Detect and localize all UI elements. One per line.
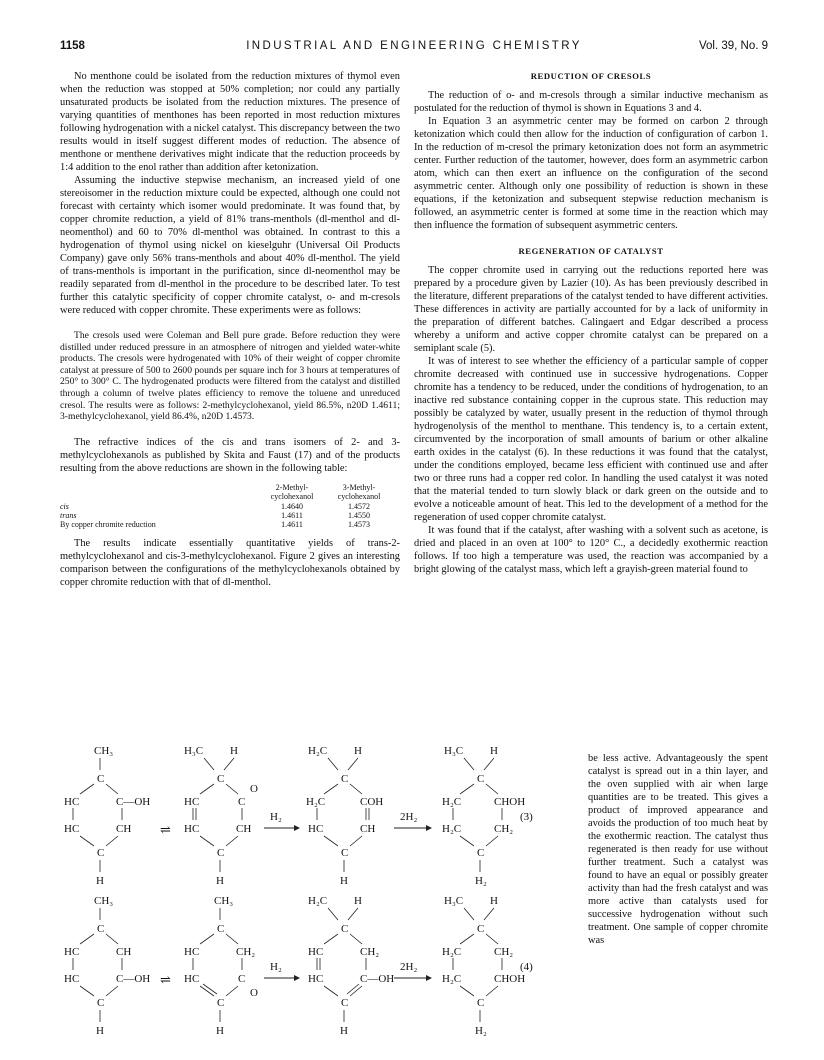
table-cell: 1.4550: [348, 510, 370, 520]
atom-label: C: [217, 997, 225, 1009]
atom-label: C: [97, 773, 105, 785]
atom-label: C: [238, 973, 246, 985]
structure-intermediate: [308, 895, 394, 1037]
reaction-arrow: [264, 961, 300, 981]
atom-label: H₃C: [184, 745, 204, 757]
atom-label: HC: [184, 823, 200, 835]
refractive-index-table: [60, 483, 392, 530]
atom-label: H: [354, 745, 362, 757]
atom-label: CH: [236, 823, 252, 835]
atom-label: HC: [64, 823, 80, 835]
atom-label: H₂: [475, 1025, 487, 1037]
table-cell: 1.4573: [348, 520, 370, 530]
paragraph: It was found that if the catalyst, after washing with a solvent such as acetone, is dried and placed in an oven at 100° to 120° C., a decidedly exothermic reaction follows. If too high a temperature was used, the reaction was accompanied by a bright glowing of the catalyst mass, which left a grayish-green material found to: [414, 525, 768, 575]
atom-label: CH: [116, 946, 132, 958]
atom-label: H₂C: [306, 796, 326, 808]
paragraph: Assuming the inductive stepwise mechanism, an increased yield of one stereoisomer in the reduction mixture could be expected, although one could not forecast with certainty which isomer would predominate. It was found that, by copper chromite reduction, a yield of 81% trans-menthols (dl-menthol and dl-neomenthol) and 60 to 70% dl-menthol was obtained. In contrast to this a hydrogenation of thymol using nickel on kieselguhr (Universal Oil Products Company) gave only 56% trans-menthols and about 40% dl-menthol. The yield of trans-menthols is important in the purification, since dl-neomenthol may be readily separated from dl-menthol in the procedure to be described later. To test further this catalytic specificity of copper chromite catalyst, o- and m-cresols were reduced with copper chromite. These experiments were as follows:: [60, 175, 400, 316]
equation-number: (3): [520, 811, 533, 823]
atom-label: CH₂: [494, 823, 514, 835]
journal-title: INDUSTRIAL AND ENGINEERING CHEMISTRY: [246, 40, 582, 52]
atom-label: H: [216, 875, 224, 887]
table-cell: 1.4572: [348, 501, 370, 511]
atom-label: C: [217, 923, 225, 935]
paragraph: The reduction of o- and m-cresols through a similar inductive mechanism as postulated for the reduction of thymol is shown in Equations 3 and 4.: [414, 90, 768, 114]
table-row: [60, 520, 392, 529]
atom-label: CH₂: [360, 946, 380, 958]
paragraph: be less active. Advantageously the spent catalyst is spread out in a thin layer, and the oven supplied with air when large quantities are to be treated. This gives a product of improved appearance and avoids the production of too much heat by the exothermic reaction. The catalyst thus regenerated is then ready for use without further treatment. Such a catalyst was found to have an equal or possibly greater activity than had the fresh catalyst and was more active than catalysts used for successive hydrogenation without such treatment. One sample of copper chromite was: [588, 753, 768, 946]
table-cell: 1.4611: [281, 520, 303, 530]
table-cell: By copper chromite reduction: [60, 520, 156, 530]
atom-label: C: [477, 847, 485, 859]
atom-label: H₂C: [442, 946, 462, 958]
table-header-cell: [60, 483, 258, 502]
atom-label: H₃C: [444, 745, 464, 757]
atom-label: H₂C: [308, 895, 328, 907]
atom-label: C: [477, 923, 485, 935]
atom-label: C—OH: [116, 796, 151, 808]
atom-label: C: [217, 773, 225, 785]
atom-label: O: [250, 987, 258, 999]
atom-label: H: [340, 875, 348, 887]
atom-label: H: [490, 895, 498, 907]
atom-label: C—OH: [116, 973, 151, 985]
equilibrium-sign: ⇌: [160, 972, 171, 987]
atom-label: H₂C: [442, 973, 462, 985]
atom-label: HC: [184, 946, 200, 958]
equation-number: (4): [520, 961, 533, 973]
atom-label: C: [97, 847, 105, 859]
structure-intermediate: [306, 745, 383, 887]
atom-label: HC: [64, 796, 80, 808]
atom-label: HC: [308, 973, 324, 985]
table-row: [60, 511, 392, 520]
atom-label: C: [217, 847, 225, 859]
atom-label: CH₂: [236, 946, 256, 958]
paragraph: In Equation 3 an asymmetric center may be formed on carbon 2 through ketonization which could then allow for the induction of configuration of carbon 1. In the reduction of m-cresol the primary ketonization does not form an asymmetric center. Further reduction of the tautomer, however, does form an asymmetric carbon atom, which can then exert an influence on the configuration of the second asymmetric center. Although only one possibility of reduction is shown in these equations, if the ketonization and subsequent stepwise reduction mechanism is followed, an asymmetric center is formed at some time in the reaction which may then influence the formation of subsequent asymmetric centers.: [414, 116, 768, 231]
atom-label: CH: [116, 823, 132, 835]
structure-keto-tautomer: [184, 895, 258, 1037]
atom-label: C: [97, 923, 105, 935]
atom-label: CH: [360, 823, 376, 835]
atom-label: HC: [64, 973, 80, 985]
atom-label: C: [97, 997, 105, 1009]
atom-label: H₂C: [442, 796, 462, 808]
atom-label: HC: [308, 946, 324, 958]
atom-label: H: [96, 875, 104, 887]
running-header: [60, 40, 768, 56]
atom-label: C—OH: [360, 973, 395, 985]
structure-product: [442, 895, 525, 1037]
volume-issue: Vol. 39, No. 9: [698, 40, 768, 52]
arrow-reagent: 2H₂: [400, 811, 418, 823]
atom-label: H: [216, 1025, 224, 1037]
atom-label: C: [477, 773, 485, 785]
structure-keto-tautomer: [184, 745, 258, 887]
equilibrium-sign: ⇌: [160, 822, 171, 837]
structure-product: [442, 745, 525, 887]
atom-label: C: [341, 847, 349, 859]
atom-label: HC: [184, 973, 200, 985]
atom-label: HC: [308, 823, 324, 835]
atom-label: CH₃: [94, 895, 114, 907]
reaction-equations-figure: [60, 740, 584, 1040]
paragraph: It was of interest to see whether the efficiency of a particular sample of copper chromite decreased with continued use in successive hydrogenations. Copper chromite has a tendency to be reduced, under the conditions of hydrogenation, to an inactive red substance containing copper in the cuprous state. This reduction may possibly be catalyzed by water, usually present in the reduction of thymol through hydrogenolysis of the menthol to menthane. This tendency is, to a certain extent, circumvented by the incorporation of small amounts of barium or other alkaline earth oxides in the catalyst (6). In these reductions it was found that the catalyst, under the conditions employed, became less efficient with continued use and after two or three runs had a copper red color. In handling the used catalyst it was noted that the material tended to turn slowly black or dark green on the outside and to evolve a noticeable amount of heat. This led to the development of a method for the regeneration of used copper chromite catalyst.: [414, 356, 768, 523]
atom-label: C: [341, 997, 349, 1009]
atom-label: CH₂: [494, 946, 514, 958]
atom-label: HC: [64, 946, 80, 958]
atom-label: CHOH: [494, 796, 526, 808]
page-number: 1158: [60, 40, 85, 52]
atom-label: H₂: [475, 875, 487, 887]
atom-label: C: [341, 923, 349, 935]
structure-m-cresol: [64, 895, 150, 1037]
structure-o-cresol: [64, 745, 150, 887]
atom-label: CH₃: [214, 895, 234, 907]
reaction-arrow: [264, 811, 300, 831]
left-column: [60, 70, 400, 589]
section-heading: REGENERATION OF CATALYST: [518, 246, 664, 256]
atom-label: C: [341, 773, 349, 785]
paragraph: No menthone could be isolated from the reduction mixtures of thymol even when the reduction was stopped at 50% completion; nor could any partially unsaturated products be isolated from the reduction mixtures. The presence of varying quantities of menthones has been reported in most reduction mixtures following hydrogenation with a nickel catalyst. This discrepancy between the two results would in itself suggest different modes of reduction. The absence of menthone or menthene derivatives might indicate that the reduction proceeds by 1:4 addition to the enol rather than addition after ketonization.: [60, 71, 401, 173]
reaction-arrow: [394, 811, 432, 831]
right-column: [414, 70, 768, 576]
atom-label: HC: [184, 796, 200, 808]
atom-label: H: [340, 1025, 348, 1037]
paragraph: The refractive indices of the cis and trans isomers of 2- and 3-methylcyclohexanols as published by Skita and Faust (17) and of the products resulting from the above reductions are shown in the following table:: [60, 436, 400, 474]
right-column-continued: [588, 752, 768, 947]
table-header-row: [60, 483, 392, 502]
arrow-reagent: H₂: [270, 961, 282, 973]
table-cell: 1.4611: [281, 510, 303, 520]
atom-label: C: [477, 997, 485, 1009]
experimental-paragraph: The cresols used were Coleman and Bell pure grade. Before reduction they were distilled under reduced pressure in an atmosphere of nitrogen and yielded water-white products. The cresols were hydrogenated with 10% of their weight of copper chromite catalyst at pressure of 500 to 2600 pounds per square inch for 3 hours at temperatures of 250° to 300° C. The hydrogenated products were filtered from the catalyst and distilled through a column of twelve plates efficiency to remove the toluene and unreduced cresol. The results were as follows: 2-methylcyclohexanol, yield 86.5%, n20D 1.4611; 3-methylcyclohexanol, yield 86.4%, n20D 1.4573.: [60, 330, 400, 423]
atom-label: H₂C: [442, 823, 462, 835]
atom-label: H: [490, 745, 498, 757]
atom-label: COH: [360, 796, 384, 808]
paragraph: The results indicate essentially quantitative yields of trans-2-methylcyclohexanol and cis-3-methylcyclohexanol. Figure 2 gives an interesting comparison between the configurations of the methylcyclohexanols obtained by copper chromite reduction with that of dl-menthol.: [60, 537, 400, 588]
svg-text:C: C: [238, 796, 246, 808]
table-cell: trans: [60, 510, 77, 520]
atom-label: CH₃: [94, 745, 114, 757]
atom-label: H: [354, 895, 362, 907]
table-cell: cis: [60, 501, 69, 511]
table-header-cell: 3-Methyl-cyclohexanol: [337, 482, 381, 502]
paragraph: The copper chromite used in carrying out the reductions reported here was prepared by a procedure given by Lazier (10). As has been previously described in the literature, different preparations of the catalyst tended to have different activities. These differences in activity are partially accounted for by a lack of uniformity in the preparation of different batches. Calingaert and Edgar described a process whereby a uniform and active copper chromite catalyst can be prepared on a semiplant scale (5).: [414, 265, 768, 354]
atom-label: CHOH: [494, 973, 526, 985]
atom-label: H: [230, 745, 238, 757]
table-cell: 1.4640: [281, 501, 303, 511]
arrow-reagent: 2H₂: [400, 961, 418, 973]
section-heading: REDUCTION OF CRESOLS: [530, 71, 652, 81]
arrow-reagent: H₂: [270, 811, 282, 823]
atom-label: H₂C: [308, 745, 328, 757]
table-row: [60, 502, 392, 511]
atom-label: H₃C: [444, 895, 464, 907]
atom-label: O: [250, 783, 258, 795]
atom-label: H: [96, 1025, 104, 1037]
reaction-arrow: [394, 961, 432, 981]
table-header-cell: 2-Methyl-cyclohexanol: [270, 482, 314, 502]
